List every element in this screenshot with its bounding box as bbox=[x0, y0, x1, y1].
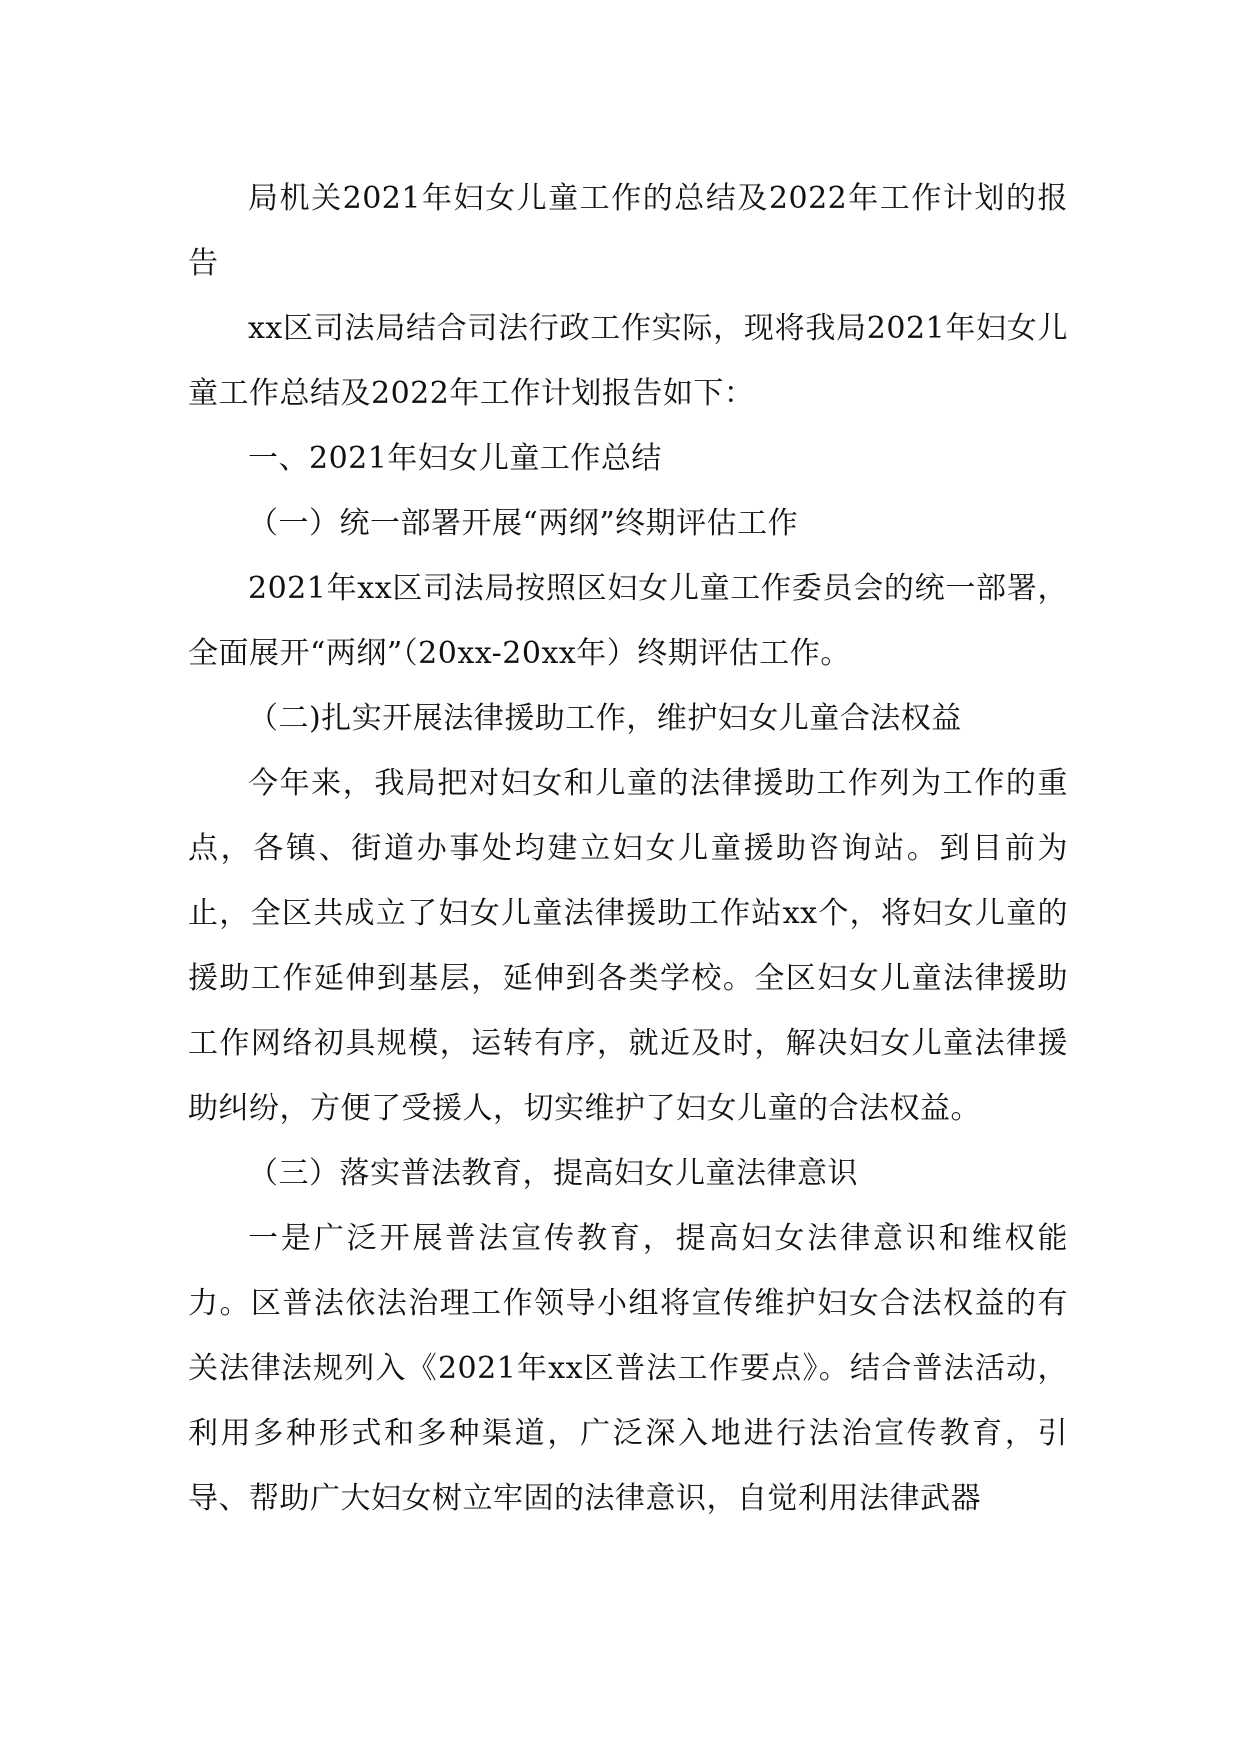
subheading-1: （一）统一部署开展“两纲”终期评估工作 bbox=[248, 506, 799, 541]
body-paragraph: 今年来，我局把对妇女和儿童的法律援助工作列为工作的重点，各镇、街道办事处均建立妇女儿童援助咨询站。到目前为止，全区共成立了妇女儿童法律援助工作站xx个，将妇女儿童的援助工作延伸到基层，延伸到各类学校。全区妇女儿童法律援助工作网络初具规模，运转有序，就近及时，解决妇女儿童法律援助纠纷，方便了受援人，切实维护了妇女儿童的合法权益。 bbox=[188, 766, 1068, 1126]
body-paragraph: 一是广泛开展普法宣传教育，提高妇女法律意识和维权能力。区普法依法治理工作领导小组将宣传维护妇女合法权益的有关法律法规列入《2021年xx区普法工作要点》。结合普法活动，利用多种形式和多种渠道，广泛深入地进行法治宣传教育，引导、帮助广大妇女树立牢固的法律意识，自觉利用法律武器 bbox=[188, 1221, 1068, 1516]
body-paragraph: 2021年xx区司法局按照区妇女儿童工作委员会的统一部署，全面展开“两纲”（20xx-20xx年）终期评估工作。 bbox=[188, 571, 1068, 671]
section-heading-1: 一、2021年妇女儿童工作总结 bbox=[248, 441, 662, 476]
intro-paragraph: xx区司法局结合司法行政工作实际，现将我局2021年妇女儿童工作总结及2022年工作计划报告如下： bbox=[188, 311, 1068, 411]
document-body bbox=[188, 166, 1068, 1531]
subheading-3: （三）落实普法教育，提高妇女儿童法律意识 bbox=[248, 1156, 858, 1191]
subheading-2: （二)扎实开展法律援助工作，维护妇女儿童合法权益 bbox=[248, 701, 962, 736]
document-title: 局机关2021年妇女儿童工作的总结及2022年工作计划的报告 bbox=[188, 181, 1068, 281]
